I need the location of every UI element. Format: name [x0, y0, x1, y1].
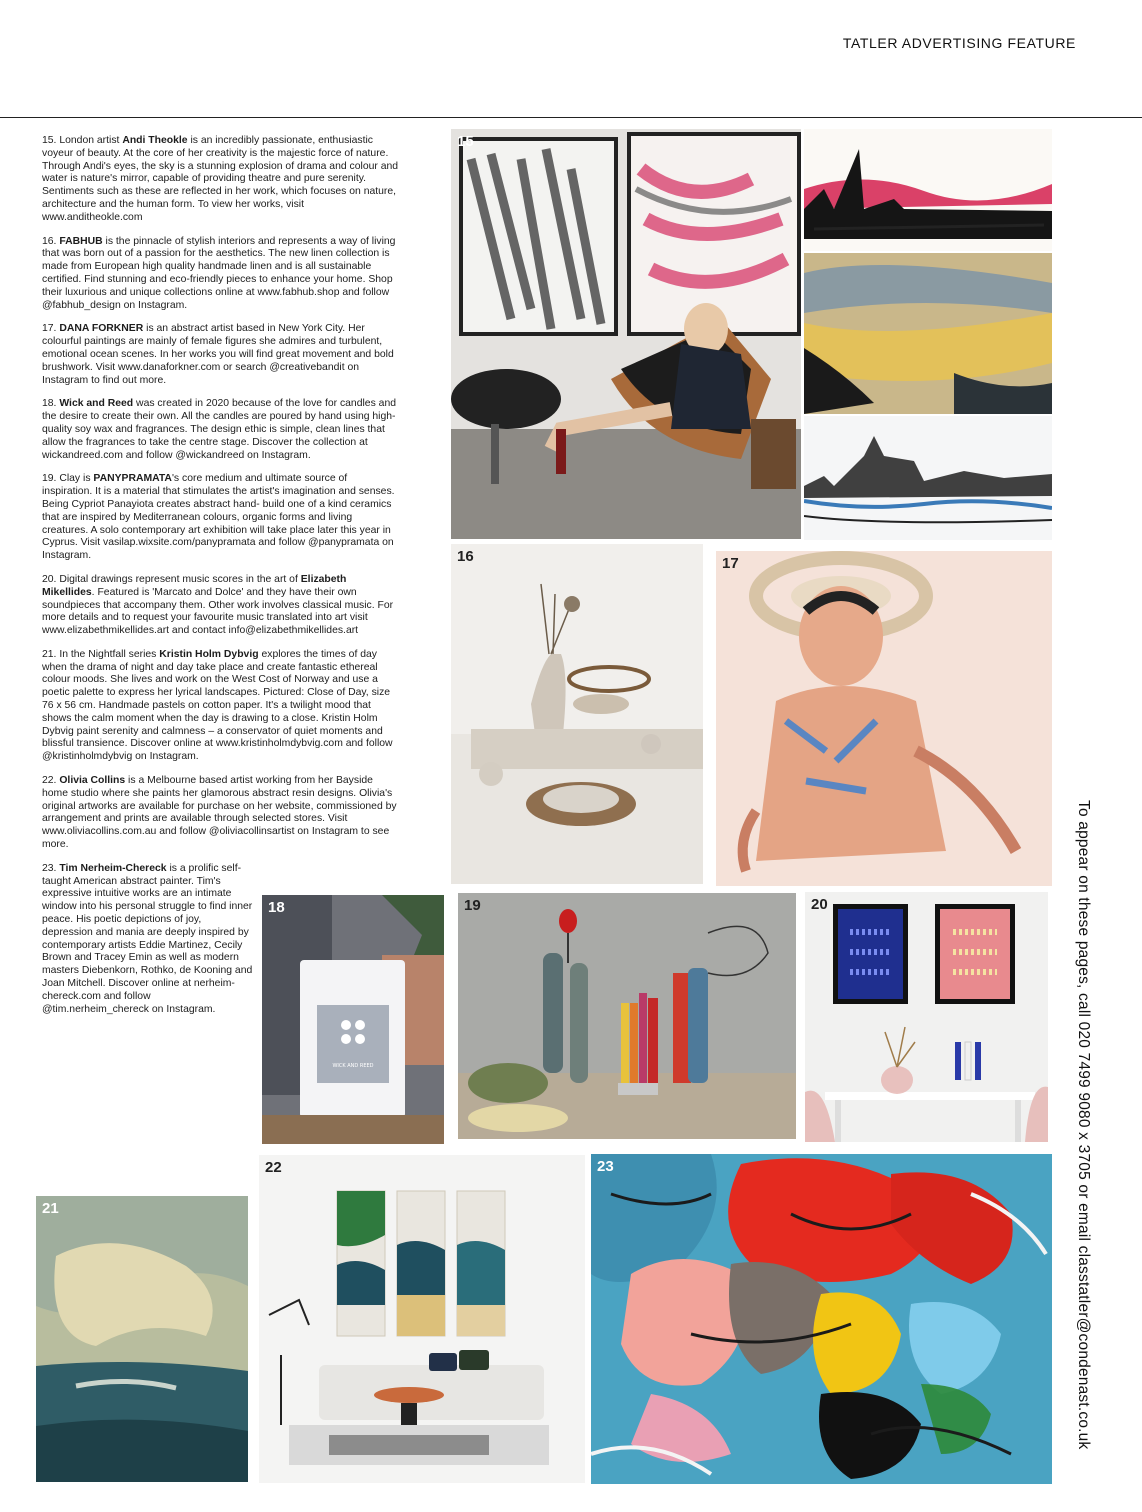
- photo-23-abstract-painting: [591, 1154, 1052, 1484]
- skyline-sketch-image: [804, 416, 1052, 540]
- entry-name: PANYPRAMATA: [93, 473, 172, 485]
- candle-label: WICK AND REED: [332, 1063, 374, 1069]
- photo-22-resin-triptych: [259, 1155, 585, 1483]
- entry-name: Wick and Reed: [59, 398, 134, 410]
- entry-20: 20. Digital drawings represent music scores in the art of Elizabeth Mikellides. Featured is 'Marcato and Dolce' and they have their own soundpieces that accompany them. Other work involves classical music. For more details and to request your favourite music translated into art visit www.elizabethmikellides.art and contact info@elizabethmikellides.art: [42, 573, 394, 637]
- photo-number: 16: [457, 548, 474, 565]
- entry-name: Olivia Collins: [59, 775, 126, 787]
- entry-19: 19. Clay is PANYPRAMATA's core medium and ultimate source of inspiration. It is a material that stimulates the artist's imagination and senses. Being Cypriot Panayiota creates abstract hand- build one of a kind ceramics that are inspired by Mediterranean colours, organic forms and living creatures. A solo contemporary art exhibition will take place later this year in Cyprus. Visit vasilap.wixsite.com/panypramata and follow @panypramata on Instagram.: [42, 473, 395, 562]
- photo-21-image: [36, 1196, 248, 1482]
- photo-16-image: [451, 544, 703, 884]
- header-rule: [0, 117, 1142, 118]
- photo-number: 19: [464, 897, 481, 914]
- photo-15-abstract-gold: [804, 253, 1052, 414]
- cityscape-red-image: [804, 129, 1052, 251]
- entry-16: 16. FABHUB is the pinnacle of stylish interiors and represents a way of living that was born out of a passion for the aesthetics. The new linen collection is made from European high quality handmade linen and is all sustainable certified. Find stunning and eco-friendly pieces to enhance your home. Shop their luxurious and unique collections online at www.fabhub.shop and follow @fabhub_design on Instagram.: [42, 235, 396, 311]
- entry-name: DANA FORKNER: [59, 323, 144, 335]
- photo-18-image: [262, 895, 444, 1144]
- photo-15-image: [451, 129, 801, 539]
- entry-15: 15. London artist Andi Theokle is an incredibly passionate, enthusiastic voyeur of beauty. At the core of her creativity is the majestic force of nature. Through Andi's eyes, the sky is a stunning explosion of drama and colour and water is nature's mirror, capable of providing theatre and pure serenity. Sentiments such as these are reflected in her work, which focuses on nature, architecture and the human form. To view her works, visit www.anditheokle.com: [42, 135, 399, 223]
- photo-number: 17: [722, 555, 739, 572]
- photo-19-image: [458, 893, 796, 1139]
- article-text: [42, 135, 399, 1027]
- photo-number: 20: [811, 896, 828, 913]
- entry-23: 23. Tim Nerheim-Chereck is a prolific self-taught American abstract painter. Tim's expressive intuitive works are an intimate window into his personal struggle to find inner peace. His poetic depictions of joy, depression and mania are deeply inspired by contemporary artists Eddie Martinez, Cecily Brown and Tracey Emin as well as modern masters Diebenkorn, Rothko, de Kooning and Joan Mitchell. Discover online at nerheim-chereck.com and follow @tim.nerheim_chereck on Instagram.: [42, 862, 253, 1015]
- entry-18: 18. Wick and Reed was created in 2020 because of the love for candles and the desire to create their own. All the candles are poured by hand using high-quality soy wax and fragrances. The design ethic is simple, clean lines that allow the fragrances to take the centre stage. Discover the collection at wickandreed.com and follow @wickandreed on Instagram.: [42, 398, 396, 461]
- photo-20-image: [805, 892, 1048, 1142]
- photo-23-image: [591, 1154, 1052, 1484]
- photo-15-artist-lounge: [451, 129, 801, 539]
- photo-22-image: [259, 1155, 585, 1483]
- photo-19-ceramics: [458, 893, 796, 1139]
- entry-17: 17. DANA FORKNER is an abstract artist based in New York City. Her colourful paintings are mainly of female figures she admires and turbulent, emotional ocean scenes. In her works you will find great movement and bold brushwork. Visit www.danaforkner.com or search @creativebandit on Instagram to find out more.: [42, 323, 394, 386]
- photo-21-pastel-seascape: [36, 1196, 248, 1482]
- photo-17-image: [716, 551, 1052, 886]
- entry-name: Elizabeth Mikellides: [42, 573, 347, 598]
- entry-name: FABHUB: [59, 235, 103, 247]
- entry-name: Kristin Holm Dybvig: [159, 648, 259, 660]
- entry-name: Andi Theokle: [122, 135, 188, 146]
- photo-15-skyline-sketch: [804, 416, 1052, 540]
- photo-number: 15: [457, 133, 474, 150]
- photo-number: 21: [42, 1200, 59, 1217]
- photo-number: 23: [597, 1158, 614, 1175]
- photo-number: 22: [265, 1159, 282, 1176]
- photo-20-music-prints: [805, 892, 1048, 1142]
- photo-16-linen-table: [451, 544, 703, 884]
- entry-name: Tim Nerheim-Chereck: [59, 862, 167, 874]
- entry-21: 21. In the Nightfall series Kristin Holm Dybvig explores the times of day when the drama of night and day take place and create fantastic ethereal colour moods. She lives and work on the West Cost of Norway and use a poetic palette to express her lyrical landscapes. Pictured: Close of Day, size 76 x 56 cm. Handmade pastels on cotton paper. It's a twilight mood that shows the calm moment when the day is drawing to a close. Kristin Holm Dybvig paint serenity and calmness – a conservator of quiet moments and blissful transience. Discover online at www.kristinholmdybvig.com and follow @kristinholmdybvig on Instagram.: [42, 648, 393, 763]
- photo-18-candle: [262, 895, 444, 1144]
- photo-17-figure-painting: [716, 551, 1052, 886]
- photo-15-cityscape-red: [804, 129, 1052, 251]
- photo-number: 18: [268, 899, 285, 916]
- side-contact-note: To appear on these pages, call 020 7499 9080 x 3705 or email classtatler@condenast.co.uk: [1075, 800, 1092, 1450]
- abstract-gold-image: [804, 253, 1052, 414]
- header-title: TATLER ADVERTISING FEATURE: [842, 35, 1076, 51]
- entry-22: 22. Olivia Collins is a Melbourne based artist working from her Bayside home studio where she paints her glamorous abstract resin designs. Olivia's original artworks are available for purchase on her website, commissioned by arrangement and prints are available through selected stores. Visit www.oliviacollins.com.au and follow @oliviacollinsartist on Instagram to see more.: [42, 775, 397, 851]
